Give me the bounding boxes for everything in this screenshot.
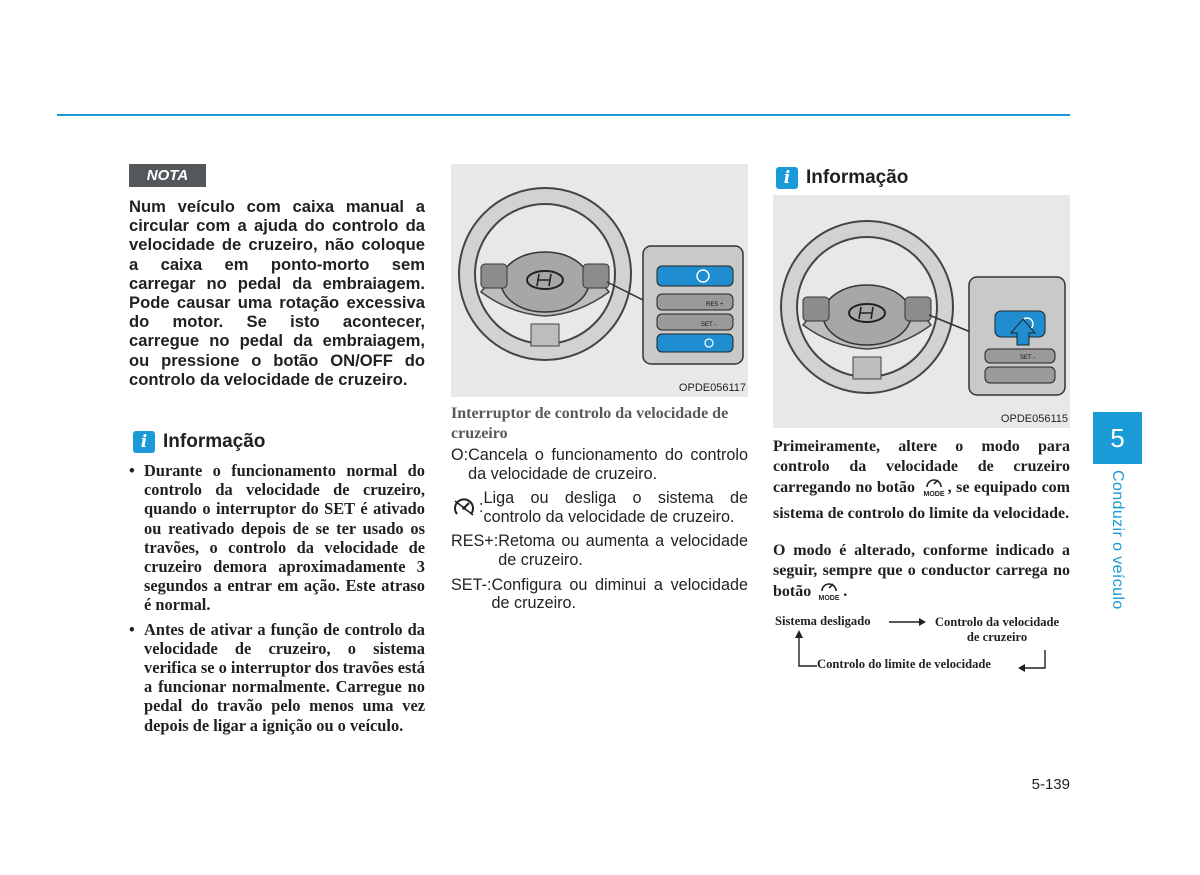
paragraph-text: O modo é alterado, conforme indicado a seguir, sempre que o conductor carrega no botão	[773, 542, 1070, 601]
info-icon: i	[776, 167, 798, 189]
res-label: RES +	[706, 302, 724, 308]
mode-paragraph-1	[773, 437, 1070, 524]
definition-term: SET-:	[451, 575, 492, 594]
set-label: SET -	[701, 322, 717, 328]
steering-wheel-figure	[451, 164, 748, 397]
mode-label: MODE	[923, 491, 945, 499]
mode-cycle-diagram	[773, 610, 1073, 680]
nota-text: Num veículo com caixa manual a circular com a ajuda do controlo da velocidade de cruzeiro, não coloque a caixa em ponto-morto sem carregar no pedal da embraiagem. Pode causar uma rotação excessiva do motor. Se isto acontecer, carregue no pedal da embraiagem, ou pressione o botão ON/OFF do controlo da velocidade de cruzeiro.	[129, 197, 425, 389]
list-item: • Antes de ativar a função de controlo da velocidade de cruzeiro, o sistema verifica se o interruptor dos travões está a funcionar normalmente. Carregue no pedal do travão pelo menos uma vez depois de ligar a ignição ou o veículo.	[129, 620, 425, 735]
definition-desc: Cancela o funcionamento do controlo da velocidade de cruzeiro.	[468, 446, 748, 483]
definition-row	[451, 489, 748, 526]
figure-code: OPDE056117	[678, 382, 746, 394]
chapter-title-vertical	[1095, 470, 1139, 615]
info-title: Informação	[163, 431, 266, 452]
definition-row	[451, 576, 748, 613]
mode-cruise-line: de cruzeiro	[966, 630, 1028, 644]
info-bullet-list	[129, 461, 425, 740]
chapter-title: Conduzir o veículo	[1109, 470, 1126, 610]
nota-badge: NOTA	[129, 164, 206, 187]
steering-wheel-illustration	[451, 164, 748, 397]
definition-row	[451, 446, 748, 483]
list-item: • Durante o funcionamento normal do controlo da velocidade de cruzeiro, quando o interruptor do SET é ativado ou reativado depois de se ter usado os travões, o controlo da velocidade de cruzeiro demora aproximadamente 3 segundos a entrar em ação. Este atraso é normal.	[129, 461, 425, 615]
mode-cruise-label	[923, 615, 1071, 645]
figure-code: OPDE056115	[1000, 413, 1068, 425]
info-icon: i	[133, 431, 155, 453]
header-rule	[57, 114, 1070, 116]
info-heading-left	[133, 431, 265, 453]
steering-wheel-mode-illustration	[773, 195, 1070, 428]
definition-desc: Liga ou desliga o sistema de controlo da velocidade de cruzeiro.	[483, 489, 748, 526]
mode-limit-label: Controlo do limite de velocidade	[817, 657, 991, 671]
info-heading-right	[776, 167, 908, 189]
figure-caption: Interruptor de controlo da velocidade de cruzeiro	[451, 405, 729, 442]
paragraph-text: Primeiramente, altere o modo para controlo da velocidade de cruzeiro carregando no botão	[773, 438, 1070, 497]
mode-cruise-line: Controlo da velocidade	[934, 615, 1060, 629]
chapter-tab: 5	[1093, 412, 1142, 464]
definition-row	[451, 532, 748, 569]
mode-off-label: Sistema desligado	[775, 614, 871, 628]
mode-label: MODE	[818, 595, 840, 603]
paragraph-text: , se equipado com sistema de controlo do limite da velocidade.	[773, 479, 1070, 523]
info-title: Informação	[806, 167, 909, 188]
definition-term: :	[479, 498, 484, 517]
paragraph-text: .	[843, 583, 848, 601]
set-label: SET -	[1020, 355, 1036, 361]
definition-desc: Retoma ou aumenta a velocidade de cruzeiro.	[498, 532, 748, 569]
definition-desc: Configura ou diminui a velocidade de cruzeiro.	[491, 575, 748, 613]
mode-button-icon	[815, 580, 843, 608]
definition-term: O:	[451, 446, 469, 464]
mode-paragraph-2	[773, 541, 1070, 608]
cruise-onoff-icon	[451, 489, 484, 526]
page-number: 5-139	[1031, 776, 1070, 793]
mode-button-icon	[920, 476, 948, 504]
mode-button-figure	[773, 195, 1070, 428]
control-definitions	[451, 446, 748, 619]
definition-term: RES+:	[451, 532, 499, 551]
